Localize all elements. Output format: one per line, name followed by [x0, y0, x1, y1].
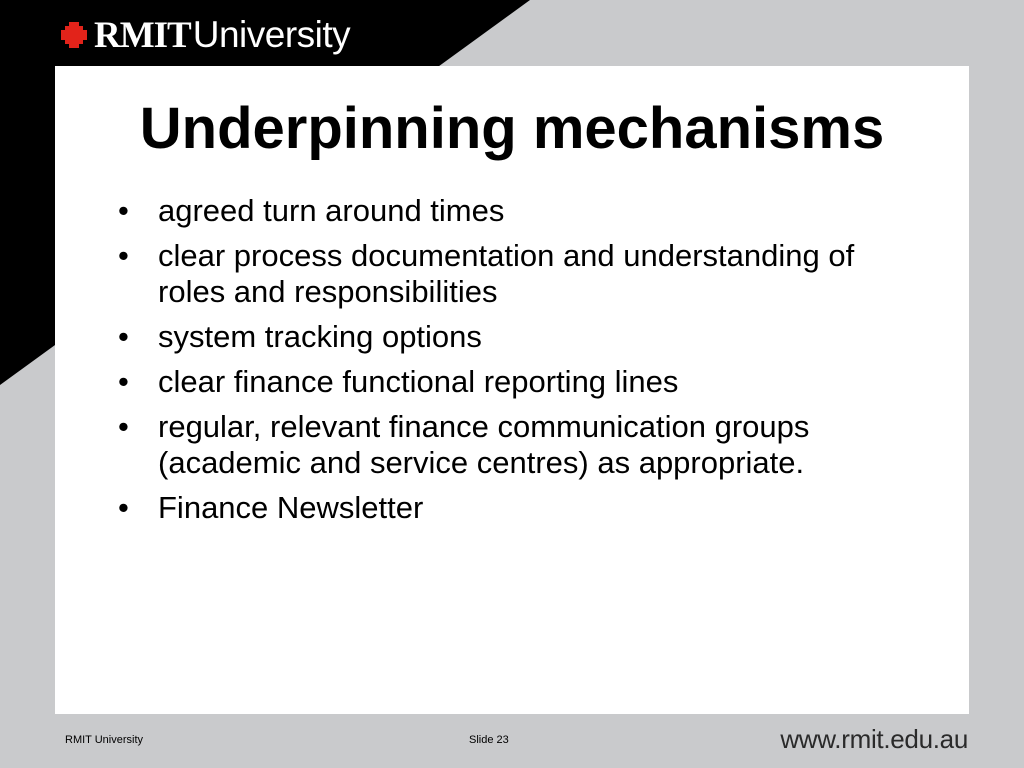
bullet-marker: •: [118, 364, 129, 399]
logo-university-text: University: [192, 13, 351, 55]
bullet-text: agreed turn around times: [158, 193, 505, 228]
rmit-logo: [58, 13, 350, 57]
bullet-item: [118, 409, 908, 481]
bullet-marker: •: [118, 238, 129, 273]
bullet-marker: •: [118, 319, 129, 354]
bullet-item: [118, 238, 908, 310]
logo-wordmark: [94, 13, 350, 58]
slide-title: Underpinning mechanisms: [139, 96, 885, 161]
bullet-item: [118, 490, 908, 526]
footer-url: www.rmit.edu.au: [780, 724, 968, 754]
bullet-marker: •: [118, 193, 129, 228]
bullet-text: clear finance functional reporting lines: [158, 364, 679, 399]
bullet-list: [118, 193, 908, 535]
bullet-item: [118, 319, 908, 355]
rmit-pixel-logo-icon: [58, 19, 90, 51]
bullet-text: clear process documentation and understanding of roles and responsibilities: [158, 238, 855, 309]
logo-rmit-text: RMIT: [94, 14, 191, 56]
bullet-marker: •: [118, 409, 129, 444]
bullet-text: Finance Newsletter: [158, 490, 424, 525]
bullet-item: [118, 364, 908, 400]
footer-organization: RMIT University: [65, 734, 144, 746]
bullet-text: system tracking options: [158, 319, 482, 354]
bullet-item: [118, 193, 908, 229]
bullet-text: regular, relevant finance communication groups (academic and service centres) as appropriate.: [158, 409, 810, 480]
footer-slide-number: Slide 23: [469, 734, 509, 746]
bullet-marker: •: [118, 490, 129, 525]
